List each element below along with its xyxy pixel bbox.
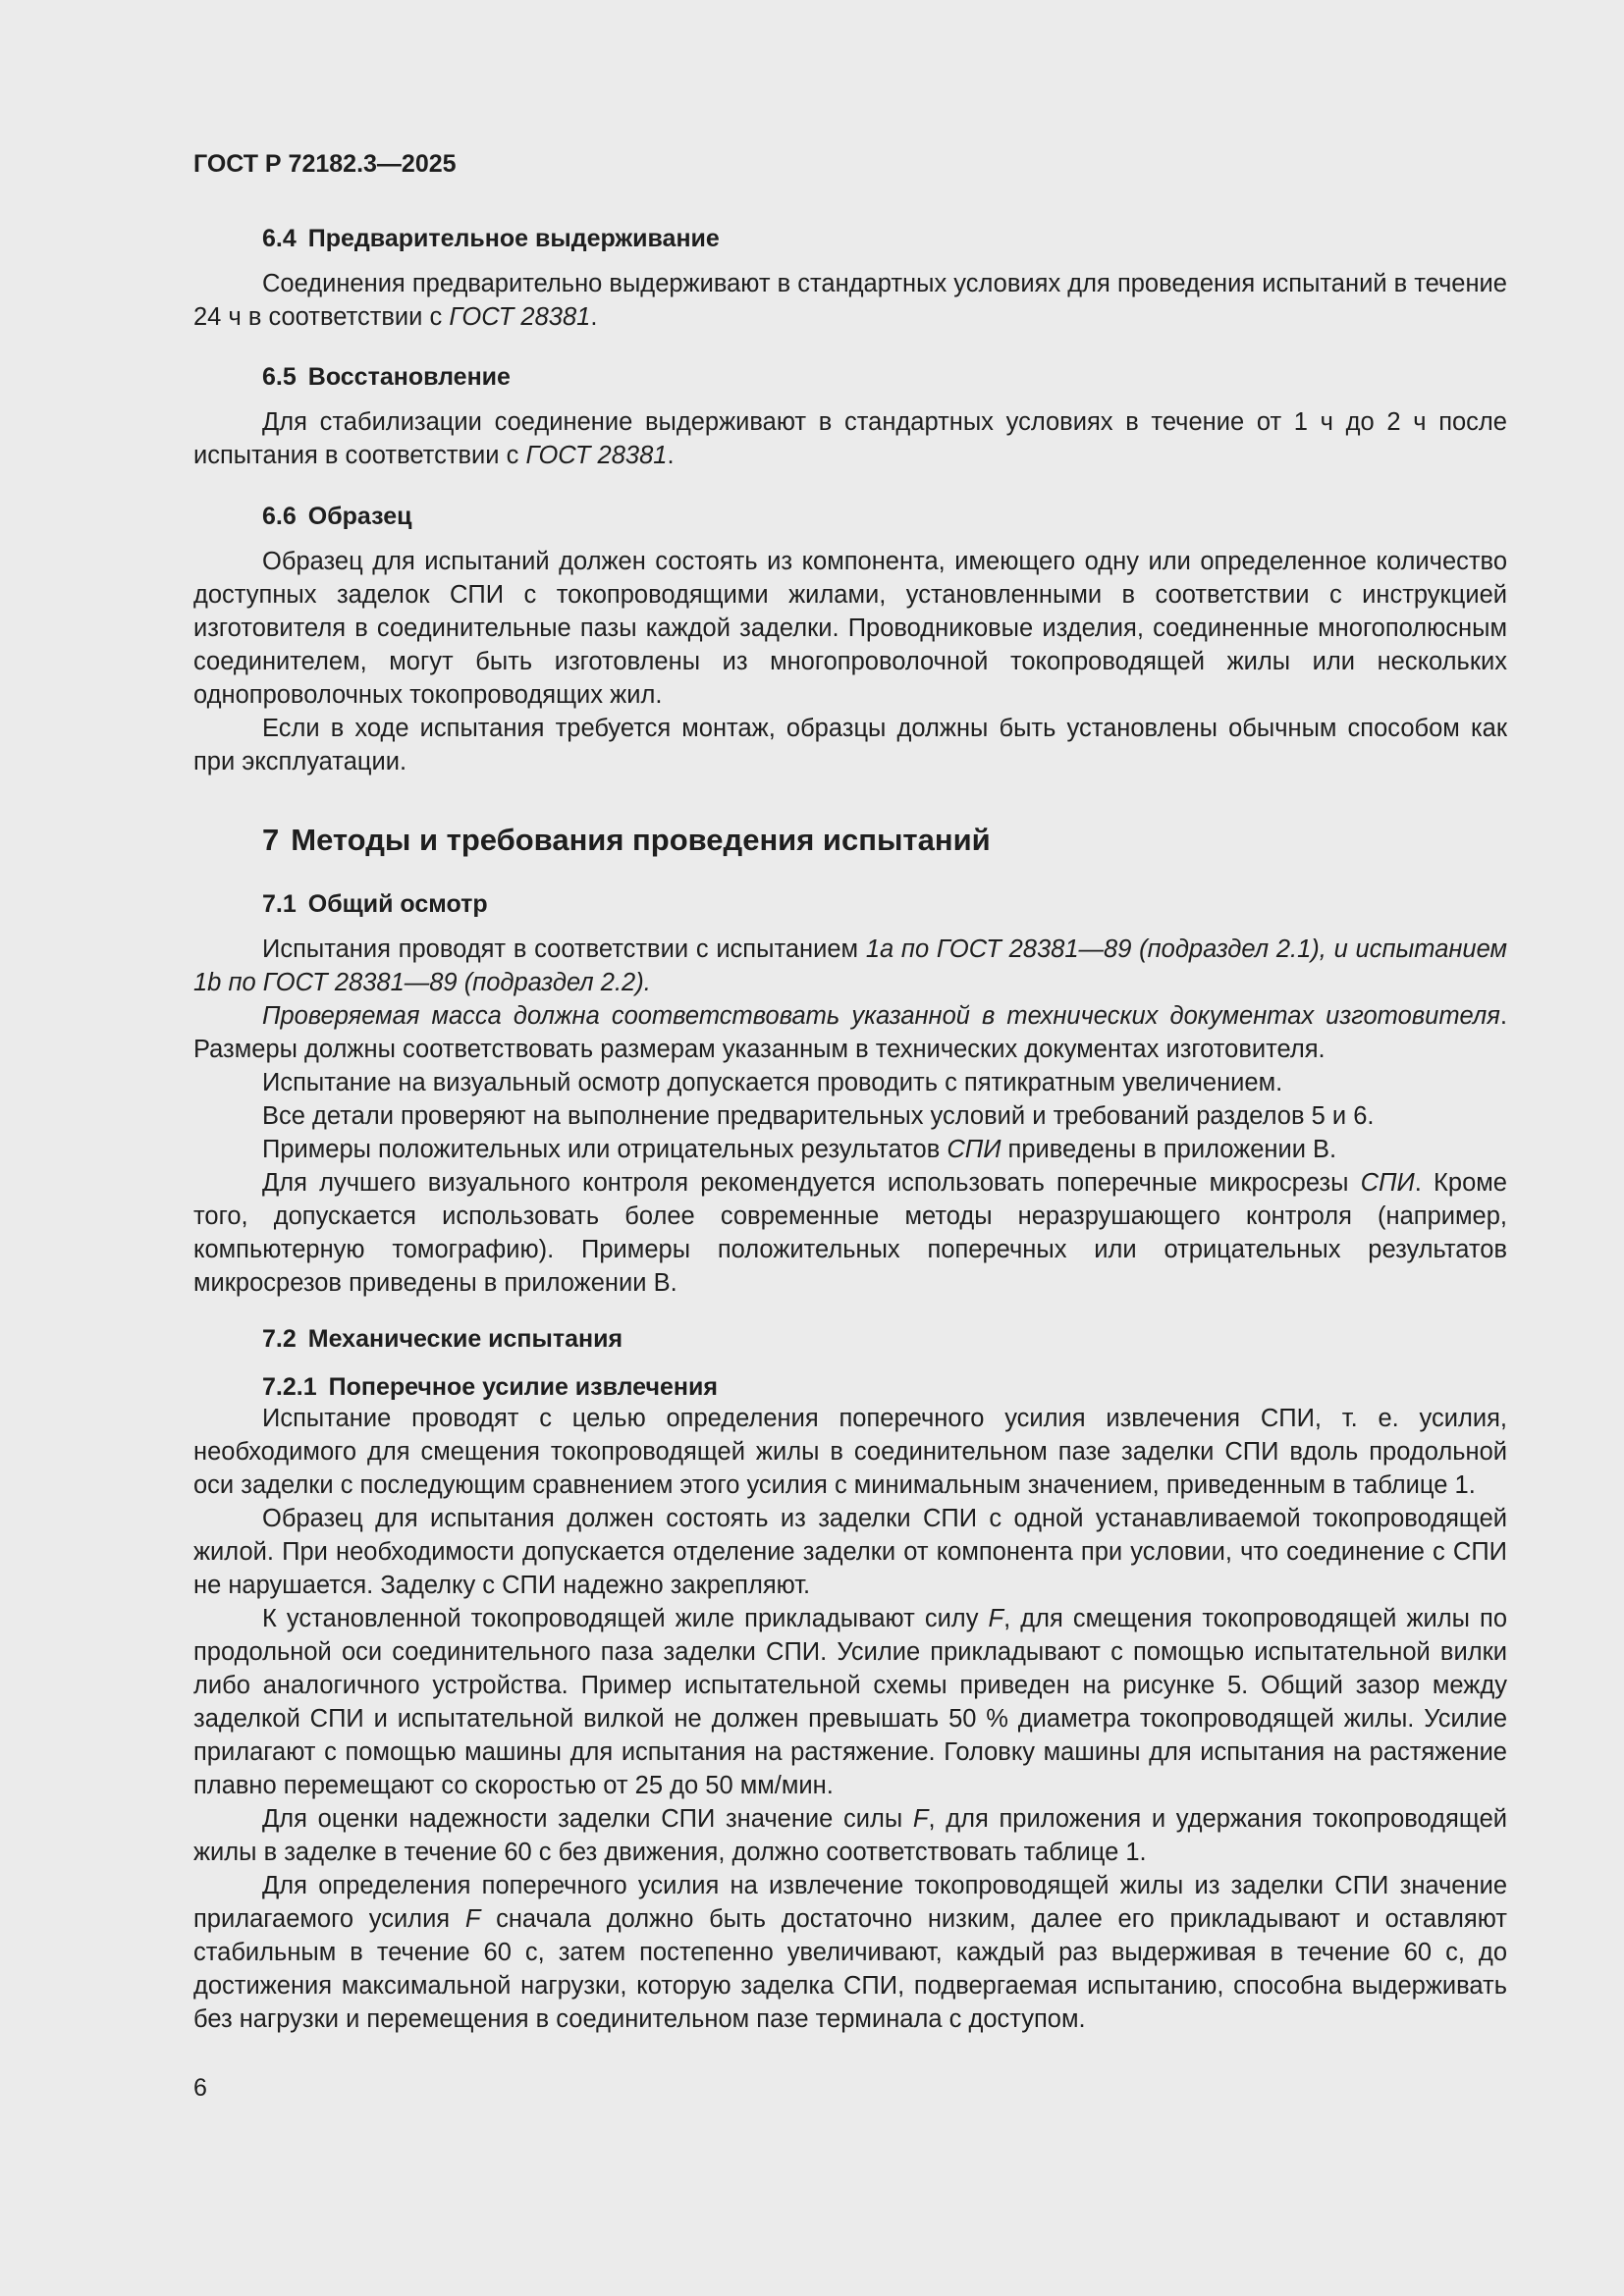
text-run: Испытание на визуальный осмотр допускается проводить с пятикратным увеличением. <box>262 1069 1283 1096</box>
italic-text: 1a по ГОСТ 28381—89 (подраздел 2.1), и испытанием 1b по ГОСТ 28381—89 (подраздел 2.2). <box>193 935 1507 996</box>
section-7-1-heading <box>262 889 1507 919</box>
text-run: Если в ходе испытания требуется монтаж, образцы должны быть установлены обычным способом как при эксплуатации. <box>193 715 1507 775</box>
text-run: Примеры положительных или отрицательных результатов <box>262 1136 947 1163</box>
section-7-2 <box>193 1324 1507 1367</box>
section-7-1 <box>193 889 1507 1300</box>
paragraph <box>193 1099 1507 1133</box>
paragraph <box>193 999 1507 1066</box>
paragraph <box>193 405 1507 472</box>
section-title: Методы и требования проведения испытаний <box>291 823 991 857</box>
text-run: Все детали проверяют на выполнение предварительных условий и требований разделов 5 и 6. <box>262 1102 1375 1130</box>
italic-text: Проверяемая масса должна соответствовать указанной в технических документах изготовителя <box>262 1002 1500 1030</box>
section-number: 6.4 <box>262 225 297 252</box>
section-title: Предварительное выдерживание <box>307 225 720 252</box>
text-run: Для определения поперечного усилия на извлечение токопроводящей жилы из заделки СПИ значение прилагаемого усилия <box>193 1872 1507 1933</box>
section-7-2-heading <box>262 1324 1507 1354</box>
section-title: Образец <box>307 503 412 530</box>
italic-text: F <box>988 1605 1004 1632</box>
section-6-4-heading <box>262 224 1507 253</box>
text-run: приведены в приложении В. <box>1001 1136 1337 1163</box>
italic-text: ГОСТ 28381 <box>525 442 668 469</box>
section-6-6 <box>193 502 1507 778</box>
paragraph <box>193 1802 1507 1869</box>
paragraph <box>193 1602 1507 1802</box>
italic-text: СПИ <box>1360 1169 1415 1197</box>
text-run: Для оценки надежности заделки СПИ значение силы <box>262 1805 913 1833</box>
text-run: . Размеры должны соответствовать размерам указанным в технических документах изготовителя. <box>193 1002 1507 1063</box>
italic-text: СПИ <box>947 1136 1001 1163</box>
italic-text: F <box>464 1905 481 1933</box>
section-7 <box>193 823 1507 876</box>
paragraph <box>193 1166 1507 1300</box>
section-6-5 <box>193 362 1507 472</box>
section-6-4 <box>193 224 1507 334</box>
paragraph <box>193 1066 1507 1099</box>
paragraph <box>193 933 1507 999</box>
paragraph <box>193 1502 1507 1602</box>
section-number: 7 <box>262 823 280 857</box>
page-number: 6 <box>193 2074 207 2102</box>
section-number: 7.2 <box>262 1325 297 1353</box>
paragraph <box>193 545 1507 712</box>
text-run: . Кроме того, допускается использовать более современные методы неразрушающего контроля (например, компьютерную томографию). Примеры положительных поперечных или отрицательных результатов микросрезов приведены в приложении В. <box>193 1169 1507 1297</box>
document-code: ГОСТ Р 72182.3—2025 <box>193 150 457 178</box>
paragraph <box>193 267 1507 334</box>
section-title: Поперечное усилие извлечения <box>328 1373 718 1401</box>
italic-text: ГОСТ 28381 <box>449 303 591 331</box>
italic-text: F <box>912 1805 929 1833</box>
paragraph <box>193 712 1507 778</box>
paragraph <box>193 1869 1507 2036</box>
text-run: Соединения предварительно выдерживают в стандартных условиях для проведения испытаний в течение 24 ч в соответствии с <box>193 270 1507 331</box>
section-6-5-heading <box>262 362 1507 392</box>
section-7-2-1-heading <box>262 1372 1507 1402</box>
text-run: . <box>590 303 598 331</box>
text-run: сначала должно быть достаточно низким, далее его прикладывают и оставляют стабильным в течение 60 с, затем постепенно увеличивают, каждый раз выдерживая в течение 60 с, до достижения максимальной нагрузки, которую заделка СПИ, подвергаемая испытанию, способна выдерживать без нагрузки и перемещения в соединительном пазе терминала с доступом. <box>193 1905 1507 2033</box>
section-6-6-heading <box>262 502 1507 531</box>
text-run: , для смещения токопроводящей жилы по продольной оси соединительного паза заделки СПИ. Усилие прикладывают с помощью испытательной вилки либо аналогичного устройства. Пример испытательной схемы приведен на рисунке 5. Общий зазор между заделкой СПИ и испытательной вилкой не должен превышать 50 % диаметра токопроводящей жилы. Усилие прилагают с помощью машины для испытания на растяжение. Головку машины для испытания на растяжение плавно перемещают со скоростью от 25 до 50 мм/мин. <box>193 1605 1508 1799</box>
section-title: Общий осмотр <box>307 890 488 918</box>
section-number: 7.1 <box>262 890 297 918</box>
text-run: Для стабилизации соединение выдерживают в стандартных условиях в течение от 1 ч до 2 ч после испытания в соответствии с <box>193 408 1507 469</box>
paragraph <box>193 1133 1507 1166</box>
text-run: Испытание проводят с целью определения поперечного усилия извлечения СПИ, т. е. усилия, необходимого для смещения токопроводящей жилы в соединительном пазе заделки СПИ вдоль продольной оси заделки с последующим сравнением этого усилия с минимальным значением, приведенным в таблице 1. <box>193 1405 1507 1499</box>
text-run: К установленной токопроводящей жиле прикладывают силу <box>262 1605 989 1632</box>
text-run: , для приложения и удержания токопроводящей жилы в заделке в течение 60 с без движения, должно соответствовать таблице 1. <box>193 1805 1507 1866</box>
section-7-2-1 <box>193 1372 1507 2036</box>
text-run: . <box>667 442 675 469</box>
section-title: Восстановление <box>307 363 511 391</box>
section-number: 6.6 <box>262 503 297 530</box>
section-7-heading <box>262 823 1507 858</box>
text-run: Для лучшего визуального контроля рекомендуется использовать поперечные микросрезы <box>262 1169 1361 1197</box>
section-title: Механические испытания <box>307 1325 623 1353</box>
text-run: Испытания проводят в соответствии с испытанием <box>262 935 866 963</box>
section-number: 6.5 <box>262 363 297 391</box>
text-run: Образец для испытания должен состоять из заделки СПИ с одной устанавливаемой токопроводящей жилой. При необходимости допускается отделение заделки от компонента при условии, что соединение с СПИ не нарушается. Заделку с СПИ надежно закрепляют. <box>193 1505 1507 1599</box>
text-run: Образец для испытаний должен состоять из компонента, имеющего одну или определенное количество доступных заделок СПИ с токопроводящими жилами, установленными в соответствии с инструкцией изготовителя в соединительные пазы каждой заделки. Проводниковые изделия, соединенные многополюсным соединителем, могут быть изготовлены из многопроволочной токопроводящей жилы или нескольких однопроволочных токопроводящих жил. <box>193 548 1507 709</box>
section-number: 7.2.1 <box>262 1373 317 1401</box>
paragraph <box>193 1402 1507 1502</box>
